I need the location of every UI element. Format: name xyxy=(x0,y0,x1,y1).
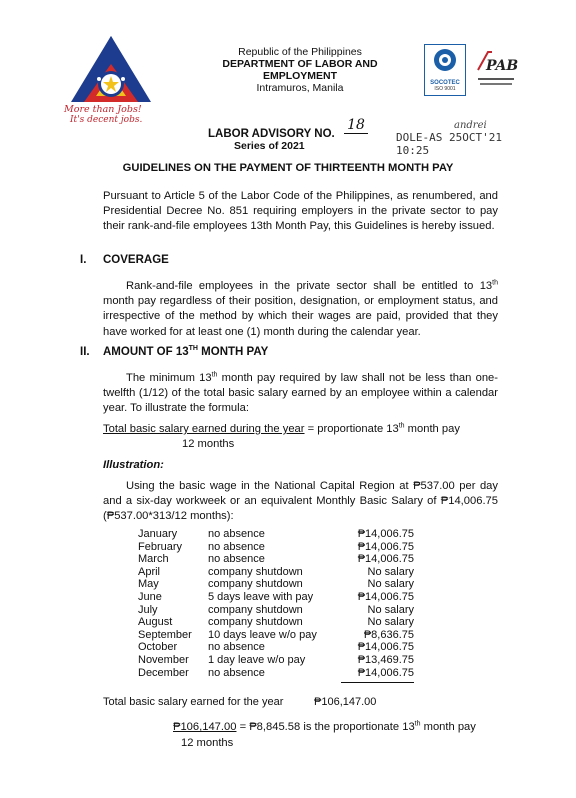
section1-text-a: Rank-and-file employees in the private sector shall be entitled to 13 xyxy=(126,280,493,292)
computation-numerator: ₱106,147.00 xyxy=(173,721,237,733)
socotec-globe-icon xyxy=(425,45,465,75)
letterhead xyxy=(190,46,410,94)
table-amount: ₱14,006.75 xyxy=(357,553,414,566)
formula-numerator: Total basic salary earned during the year xyxy=(103,423,305,435)
table-month: August xyxy=(138,616,173,629)
table-description: company shutdown xyxy=(208,616,303,629)
intro-paragraph xyxy=(103,189,498,235)
table-description: no absence xyxy=(208,528,265,540)
table-description: no absence xyxy=(208,666,265,679)
computation-denominator: 12 months xyxy=(181,737,234,749)
table-description: no absence xyxy=(208,553,265,566)
section2-heading-sup: TH xyxy=(188,345,198,353)
table-row xyxy=(138,553,414,566)
table-month: July xyxy=(138,603,158,616)
table-amount: No salary xyxy=(367,565,414,578)
computation-tail: month pay xyxy=(420,721,476,733)
section1-heading: COVERAGE xyxy=(103,254,169,266)
table-description: no absence xyxy=(208,540,265,553)
table-row xyxy=(138,578,414,591)
section2-number: II. xyxy=(80,346,90,358)
table-month: December xyxy=(138,666,189,679)
table-row xyxy=(138,591,414,604)
pab-badge xyxy=(474,48,518,96)
section2-paragraph xyxy=(103,371,498,417)
table-month: April xyxy=(138,565,161,578)
table-row xyxy=(138,654,414,667)
advisory-series: Series of 2021 xyxy=(234,140,305,152)
table-description: 10 days leave w/o pay xyxy=(208,628,317,641)
table-amount: ₱13,469.75 xyxy=(357,653,414,666)
receiving-stamp xyxy=(396,120,536,157)
section2-heading-a: AMOUNT OF 13 xyxy=(103,346,189,358)
intro-text: Pursuant to Article 5 of the Labor Code of the Philippines, as renumbered, and Presidential Decree No. 851 requiring employers in the private sector to pay their rank-and-file employees 13th Month Pay, this Guidelines is hereby issued. xyxy=(103,190,498,233)
advisory-block xyxy=(208,117,378,152)
socotec-label: SOCOTEC xyxy=(430,80,460,86)
table-month: November xyxy=(138,653,189,666)
table-amount: ₱8,636.75 xyxy=(363,628,414,641)
pab-fineprint xyxy=(478,78,514,80)
stamp-text: DOLE-AS 25OCT'21 10:25 xyxy=(396,131,502,157)
table-month: June xyxy=(138,590,162,603)
salary-table xyxy=(138,528,414,679)
section1-text-b: month pay regardless of their position, designation, or employment status, and irrespective of the method by which their wages are paid, provided that they have worked for at least one (1) month during the calendar year. xyxy=(103,295,498,338)
illustration-heading: Illustration: xyxy=(103,459,164,471)
formula-sup: th xyxy=(398,422,405,430)
table-month: February xyxy=(138,540,183,553)
table-row xyxy=(138,616,414,629)
table-month: May xyxy=(138,578,159,591)
location-line: Intramuros, Manila xyxy=(256,82,344,94)
table-month: March xyxy=(138,553,169,566)
table-amount: ₱14,006.75 xyxy=(357,540,414,553)
republic-line: Republic of the Philippines xyxy=(238,46,362,58)
illustration-text: Using the basic wage in the National Capital Region at ₱537.00 per day and a six-day workweek or an equivalent Monthly Basic Salary of ₱14,006.75 (₱537.00*313/12 months): xyxy=(103,480,498,523)
table-description: company shutdown xyxy=(208,565,303,578)
logo-tagline-2: It's decent jobs. xyxy=(70,115,143,125)
table-month: January xyxy=(138,528,178,540)
total-amount: ₱106,147.00 xyxy=(314,696,377,708)
table-row xyxy=(138,641,414,654)
table-amount: No salary xyxy=(367,578,414,591)
table-amount: ₱14,006.75 xyxy=(357,641,414,654)
section2-text-a: The minimum 13 xyxy=(126,372,212,384)
pab-fineprint-2 xyxy=(480,83,512,85)
section1-sup: th xyxy=(492,279,498,287)
table-amount: ₱14,006.75 xyxy=(357,666,414,679)
computation xyxy=(173,721,476,733)
section1-paragraph xyxy=(103,279,498,340)
department-line: DEPARTMENT OF LABOR AND EMPLOYMENT xyxy=(222,58,378,82)
computation-sup: th xyxy=(414,720,421,728)
table-month: September xyxy=(138,628,192,641)
dole-triangle-icon xyxy=(56,34,166,106)
socotec-badge xyxy=(424,44,466,96)
advisory-prefix: LABOR ADVISORY NO. xyxy=(208,128,335,140)
table-month: October xyxy=(138,641,178,654)
table-description: 1 day leave w/o pay xyxy=(208,653,306,666)
table-description: 5 days leave with pay xyxy=(208,590,314,603)
table-amount: ₱14,006.75 xyxy=(357,590,414,603)
table-underline xyxy=(341,682,414,683)
table-description: company shutdown xyxy=(208,578,303,591)
pab-label: PAB xyxy=(486,58,519,74)
document-title: GUIDELINES ON THE PAYMENT OF THIRTEENTH MONTH PAY xyxy=(122,162,454,174)
table-amount: No salary xyxy=(367,603,414,616)
table-row xyxy=(138,604,414,617)
formula-denominator: 12 months xyxy=(182,438,235,450)
table-row xyxy=(138,541,414,554)
logo-tagline-1: More than Jobs! xyxy=(64,104,142,115)
table-row xyxy=(138,528,414,541)
table-row xyxy=(138,566,414,579)
table-row xyxy=(138,667,414,680)
stamp-signature: andrei xyxy=(454,120,487,131)
computation-rest: = ₱8,845.58 is the proportionate 13 xyxy=(236,721,415,733)
section1-number: I. xyxy=(80,254,87,266)
section2-text-b: month pay required by law shall not be less than one-twelfth (1/12) of the total basic salary earned by an employee within a calendar year. To illustrate the formula: xyxy=(103,372,498,415)
section2-heading xyxy=(103,346,268,358)
table-description: no absence xyxy=(208,641,265,654)
table-row xyxy=(138,629,414,642)
table-amount: ₱14,006.75 xyxy=(357,528,414,540)
table-description: company shutdown xyxy=(208,603,303,616)
formula-equals: = proportionate 13 xyxy=(307,423,399,435)
dole-logo xyxy=(56,34,166,126)
section2-heading-b: MONTH PAY xyxy=(197,346,269,358)
table-amount: No salary xyxy=(367,616,414,629)
advisory-number: 18 xyxy=(344,117,368,134)
formula-tail: month pay xyxy=(404,423,460,435)
formula xyxy=(103,423,460,435)
iso-label: ISO 9001 xyxy=(434,86,456,92)
section2-sup: th xyxy=(211,371,218,379)
total-label: Total basic salary earned for the year xyxy=(103,696,284,708)
